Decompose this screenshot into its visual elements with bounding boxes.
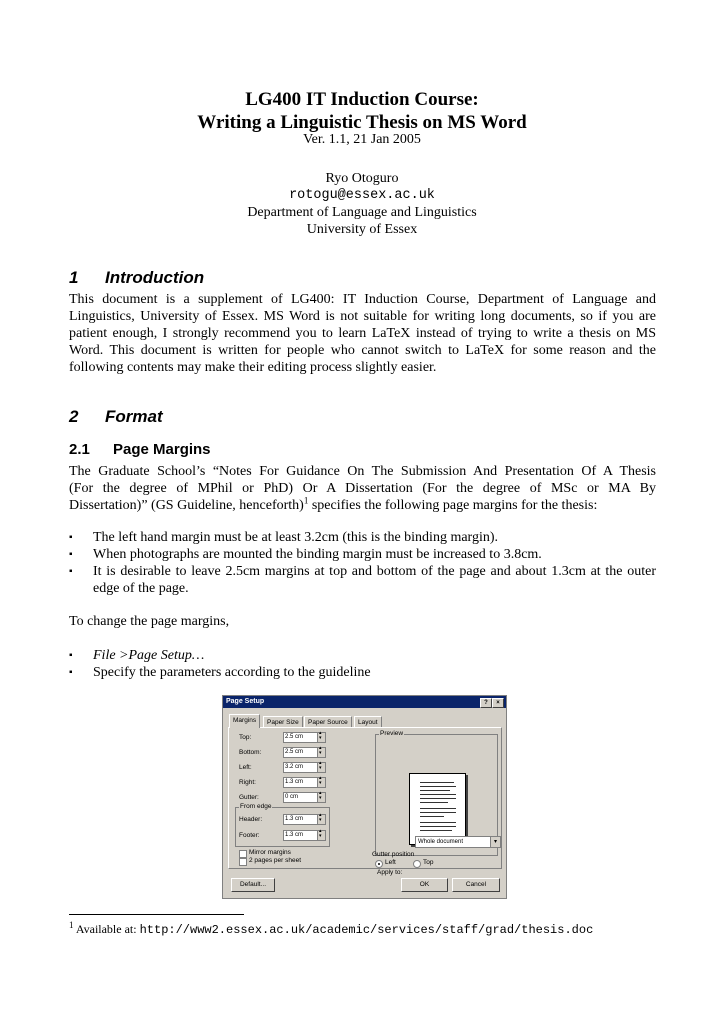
header-spinner[interactable] [317,814,326,825]
preview-text-line [420,802,448,803]
preview-page [409,773,466,845]
author-name: Ryo Otoguro [325,171,399,186]
ok-button[interactable]: OK [401,878,448,892]
bottom-spinner[interactable] [317,747,326,758]
list-item-text: When photographs are mounted the binding margin must be increased to 3.8cm. [93,547,542,562]
bullet-icon: ▪ [69,650,73,661]
footnote-url[interactable]: http://www2.essex.ac.uk/academic/services/staff/grad/thesis.doc [139,923,594,937]
intro-paragraph [69,291,656,376]
paragraph-line [69,497,656,514]
section-number: 2 [69,407,79,426]
top-input[interactable]: 2.5 cm [283,732,318,743]
from-edge-label: From edge [240,803,272,810]
gutter-top-label: Top [423,859,434,866]
preview-text-line [420,826,456,827]
footer-input[interactable]: 1.3 cm [283,830,318,841]
section-title: Introduction [105,268,205,287]
help-icon[interactable]: ? [480,698,492,708]
preview-text-line [420,786,456,787]
tab-layout[interactable]: Layout [354,716,382,728]
list-item-text: File >Page Setup… [93,648,205,663]
doc-version: Ver. 1.1, 21 Jan 2005 [303,132,421,147]
preview-text-line [420,812,456,813]
bottom-label: Bottom: [239,749,262,756]
intro-line: following contents may make their editing process slightly easier. [69,360,437,375]
footnote-ref: 1 [303,495,309,506]
paragraph-line: The Graduate School’s “Notes For Guidance On The Submission And Presentation Of A Thesis [69,464,656,479]
change-margins-intro: To change the page margins, [69,614,230,629]
preview-text-line [420,816,444,817]
bullet-icon: ▪ [69,667,73,678]
gutter-input[interactable]: 0 cm [283,792,318,803]
list-item [69,563,656,597]
preview-text-line [420,794,456,795]
doc-title-line1: LG400 IT Induction Course: [245,89,479,110]
list-item [69,664,656,681]
dialog-title: Page Setup [226,698,265,705]
paragraph-line: (For the degree of MPhil or PhD) Or A Dissertation (For the degree of MSc or MA By [69,481,656,496]
mirror-margins-label: Mirror margins [249,849,291,856]
intro-line: This document is a supplement of LG400: IT Induction Course, Department of Language and [69,292,656,307]
paragraph-text: Dissertation)” (GS Guideline, henceforth) [69,498,304,513]
apply-to-select[interactable] [415,836,501,848]
footnote-text: Available at: [73,922,140,936]
list-item [69,529,656,546]
paragraph-text: specifies the following page margins for the thesis: [308,498,598,513]
tab-margins[interactable]: Margins [229,714,260,728]
bullet-icon: ▪ [69,549,73,560]
margins-panel [228,727,502,876]
footnote-mark: 1 [69,920,74,930]
section-title: Format [105,407,163,426]
right-input[interactable]: 1.3 cm [283,777,318,788]
header-label: Header: [239,816,263,823]
list-item-text: Specify the parameters according to the guideline [93,665,371,680]
preview-text-line [420,790,450,791]
preview-text-line [420,822,456,823]
list-item-text: It is desirable to leave 2.5cm margins at top and bottom of the page and about 1.3cm at the outer edge of the page. [93,564,656,596]
author-email: rotogu@essex.ac.uk [289,188,435,203]
gutter-top-radio[interactable] [413,860,421,868]
footer-spinner[interactable] [317,830,326,841]
header-input[interactable]: 1.3 cm [283,814,318,825]
footnote-rule [69,914,244,915]
department: Department of Language and Linguistics [247,205,477,220]
gutter-position-label: Gutter position [372,851,415,858]
section-2-heading [69,407,163,427]
chevron-down-icon[interactable]: ▾ [490,837,500,847]
list-item-text: The left hand margin must be at least 3.2cm (this is the binding margin). [93,530,499,545]
university: University of Essex [306,222,418,237]
apply-to-label: Apply to: [377,869,403,876]
section-number: 1 [69,268,79,287]
mirror-margins-checkbox[interactable] [239,850,247,858]
list-item [69,546,656,563]
preview-text-line [420,808,456,809]
list-item [69,647,656,664]
two-pages-label: 2 pages per sheet [249,857,302,864]
footer-label: Footer: [239,832,260,839]
page-setup-dialog [222,695,507,899]
left-spinner[interactable] [317,762,326,773]
tab-paper-source[interactable]: Paper Source [304,716,352,728]
gutter-left-label: Left [385,859,396,866]
top-label: Top: [239,734,252,741]
dialog-titlebar [223,696,506,708]
preview-label: Preview [380,730,404,737]
bullet-icon: ▪ [69,532,73,543]
right-label: Right: [239,779,256,786]
tab-paper-size[interactable]: Paper Size [263,716,303,728]
apply-to-value: Whole document [418,839,464,845]
right-spinner[interactable] [317,777,326,788]
two-pages-checkbox[interactable] [239,858,247,866]
section-1-heading [69,268,204,288]
left-label: Left: [239,764,252,771]
preview-text-line [420,830,452,831]
from-edge-group [235,803,330,847]
default-button[interactable]: Default... [231,878,275,892]
doc-title-line2: Writing a Linguistic Thesis on MS Word [197,112,527,133]
intro-line: Word. This document is written for people who cannot switch to LaTeX for some reason and the [69,343,656,358]
intro-line: patient enough, I strongly recommend you to learn LaTeX instead of trying to write a thesis on MS [69,326,656,341]
intro-line: Linguistics, University of Essex. MS Word is not suitable for writing long documents, so if you are [69,309,656,324]
gutter-spinner[interactable] [317,792,326,803]
gutter-label: Gutter: [239,794,259,801]
bullet-icon: ▪ [69,566,73,577]
top-spinner[interactable] [317,732,326,743]
gutter-left-radio[interactable] [375,860,383,868]
preview-text-line [420,782,454,783]
margins-paragraph [69,463,656,514]
section-number: 2.1 [69,441,90,458]
cancel-button[interactable]: Cancel [452,878,500,892]
bottom-input[interactable]: 2.5 cm [283,747,318,758]
section-title: Page Margins [113,441,211,458]
preview-text-line [420,798,456,799]
left-input[interactable]: 3.2 cm [283,762,318,773]
section-2-1-heading [69,441,211,459]
footnote [69,922,593,938]
close-icon[interactable]: × [492,698,504,708]
